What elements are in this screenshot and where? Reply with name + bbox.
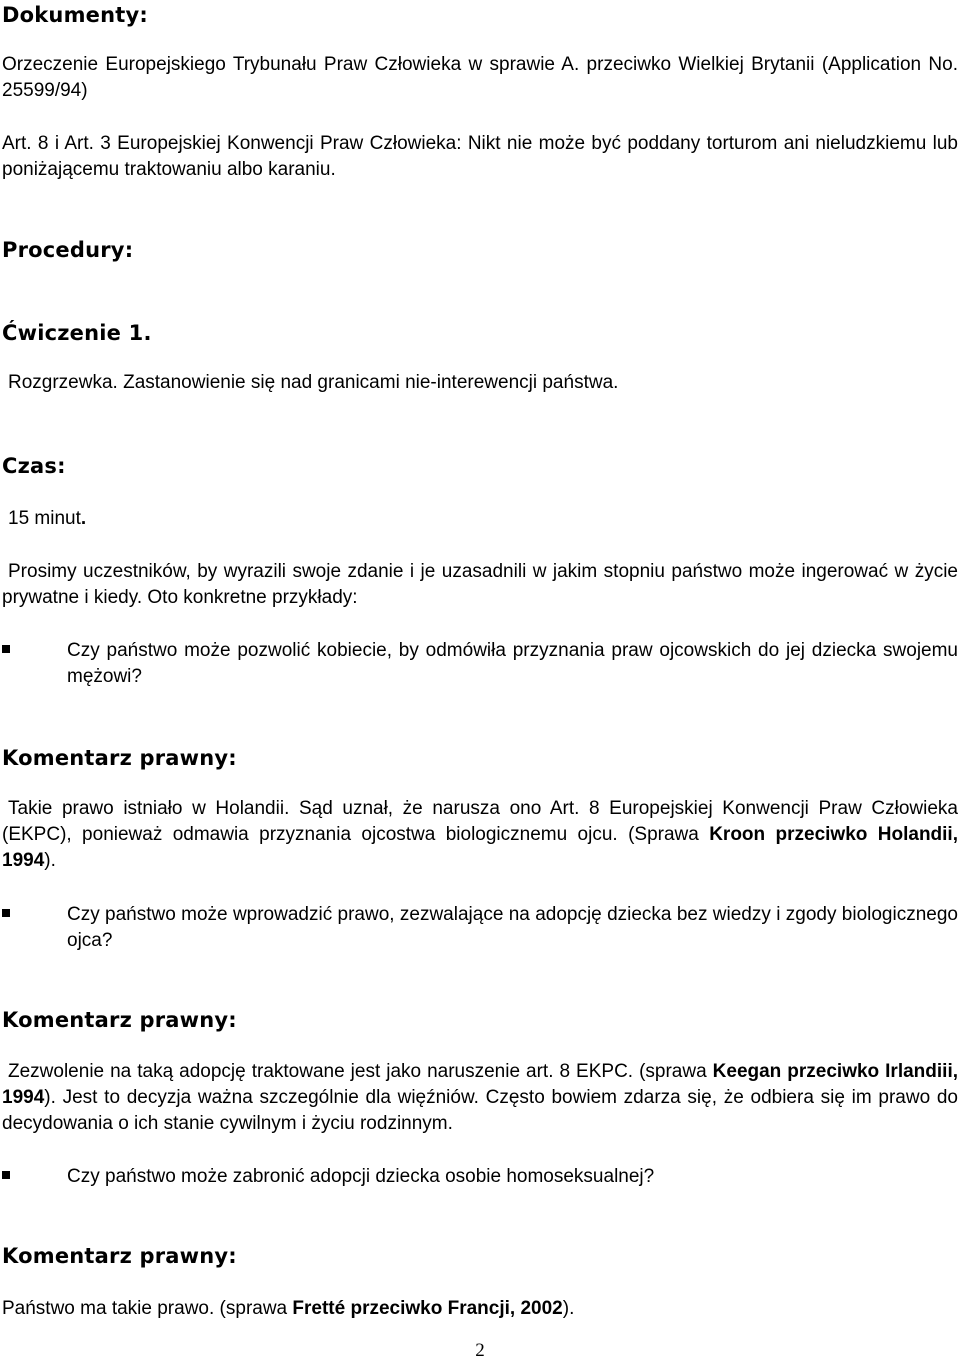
question-bullet-2	[0, 902, 958, 954]
procedures-heading: Procedury:	[2, 238, 134, 262]
case-citation: Fretté przeciwko Francji, 2002	[292, 1298, 563, 1319]
legal-commentary-heading-2: Komentarz prawny:	[2, 1008, 237, 1032]
legal-commentary-text-1: Takie prawo istniało w Holandii. Sąd uznał, że narusza ono Art. 8 Europejskiej Konwencji Praw Człowieka (EKPC), ponieważ odmawia przyznania ojcostwa biologicznemu ojcu. (Sprawa Kroon przeciwko Holandii, 1994).	[2, 798, 958, 871]
question-bullet-1	[0, 638, 958, 690]
question-text: Czy państwo może pozwolić kobiecie, by odmówiła przyznania praw ojcowskich do jej dziecka swojemu mężowi?	[67, 640, 958, 687]
document-item-echr-judgment: Orzeczenie Europejskiego Trybunału Praw Człowieka w sprawie A. przeciwko Wielkiej Brytanii (Application No. 25599/94)	[2, 54, 958, 101]
time-value: 15 minut.	[8, 508, 87, 529]
question-text: Czy państwo może zabronić adopcji dziecka osobie homoseksualnej?	[67, 1166, 655, 1187]
bullet-square-icon	[2, 909, 10, 917]
exercise-heading: Ćwiczenie 1.	[2, 321, 152, 345]
time-heading: Czas:	[2, 454, 66, 478]
question-text: Czy państwo może wprowadzić prawo, zezwalające na adopcję dziecka bez wiedzy i zgody biologicznego ojca?	[67, 904, 958, 951]
exercise-intro: Rozgrzewka. Zastanowienie się nad granicami nie-interewencji państwa.	[8, 372, 619, 393]
document-item-convention-articles: Art. 8 i Art. 3 Europejskiej Konwencji Praw Człowieka: Nikt nie może być poddany torturom ani nieludzkiemu lub poniżającemu traktowaniu albo karaniu.	[2, 133, 958, 180]
question-bullet-3	[0, 1164, 958, 1190]
bullet-square-icon	[2, 1171, 10, 1179]
case-citation: Kroon przeciwko Holandii, 1994	[2, 824, 958, 871]
legal-commentary-text-2: Zezwolenie na taką adopcję traktowane jest jako naruszenie art. 8 EKPC. (sprawa Keegan przeciwko Irlandiii, 1994). Jest to decyzja ważna szczególnie dla więźniów. Często bowiem zdarza się, że odbiera się im prawo do decydowania o ich stanie cywilnym i życiu rodzinnym.	[2, 1061, 959, 1134]
instructions-paragraph: Prosimy uczestników, by wyrazili swoje zdanie i je uzasadnili w jakim stopniu państwo może ingerować w życie prywatne i kiedy. Oto konkretne przykłady:	[2, 561, 958, 608]
legal-commentary-text-3: Państwo ma takie prawo. (sprawa Fretté przeciwko Francji, 2002).	[2, 1298, 575, 1319]
legal-commentary-heading-3: Komentarz prawny:	[2, 1244, 237, 1268]
bullet-square-icon	[2, 645, 10, 653]
documents-heading: Dokumenty:	[2, 3, 148, 27]
case-citation: Keegan przeciwko Irlandiii, 1994	[2, 1061, 959, 1108]
legal-commentary-heading-1: Komentarz prawny:	[2, 746, 237, 770]
page-number: 2	[475, 1340, 485, 1361]
